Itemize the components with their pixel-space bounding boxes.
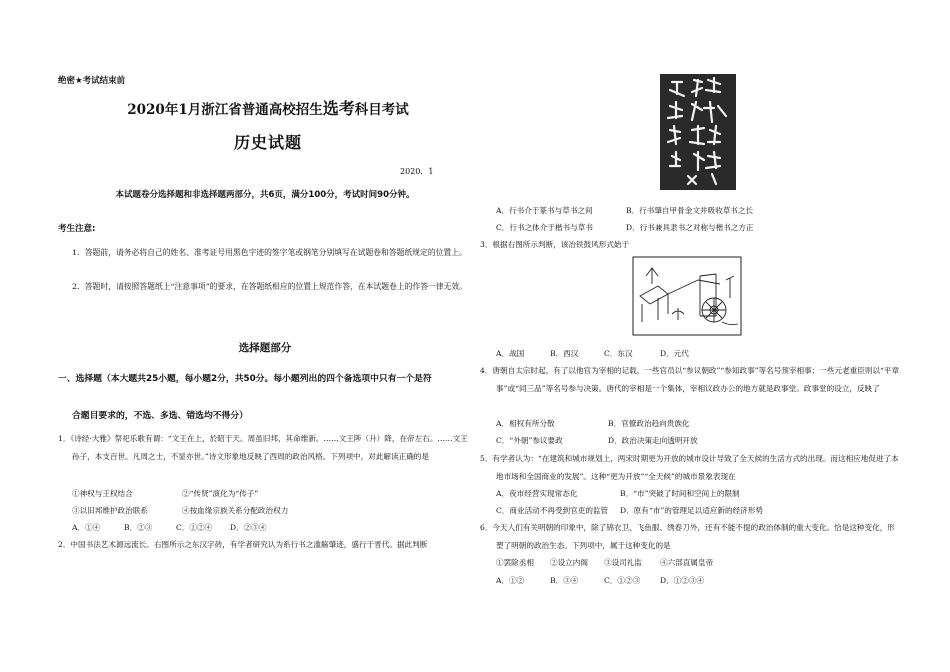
exam-date: 2020．1 (400, 167, 434, 176)
question-4-options-row1 (496, 415, 690, 433)
question-6-statement-3: ③设司礼监 (604, 558, 642, 567)
question-6-statement-4: ④六部直属皇帝 (660, 558, 714, 567)
question-3-option-b[interactable]: B．西汉 (550, 349, 579, 358)
exam-title-part2: 科目考试 (354, 102, 409, 118)
question-5 (480, 450, 900, 485)
question-1-text: 1．《诗经·大雅》祭祀乐歌有谓：“文王在上，於昭于天。周虽旧邦，其命维新。……文王陟（升）降，在帝左右。……文王孙子，本支百世。凡周之士，不显亦世。”诗文形象地反映了西周的政治风格。下列项中，对此解读正确的是 (58, 434, 468, 461)
question-6-text: 6．今天人们有关明朝的印象中，除了锦衣卫、飞鱼服、绣春刀外，还有不能不提的政治体制的重大变化。恰是这种变化，形塑了明朝的政治生态。下列项中，属于这种变化的是 (480, 523, 895, 550)
question-6-statement-1: ①罢除丞相 (496, 558, 534, 567)
question-1-options (72, 519, 266, 537)
question-2-option-a[interactable]: A．行书介于篆书与草书之间 (496, 206, 593, 215)
question-3-option-c[interactable]: C．东汉 (604, 349, 633, 358)
question-4-text: 4．唐朝自太宗时起，有了以他官为宰相的记载，一些官员以“参议朝政”“参知政事”等名号预宰相事；一些元老重臣则以“平章事”或“同三品”等名号参与决策。唐代的宰相是一个集体，宰相议政办公的地方就是政事堂。政事堂的设立，反映了 (480, 366, 900, 393)
question-3-text: 3．根据右图所示判断，该冶铁鼓风形式始于 (480, 240, 630, 249)
question-6-option-d[interactable]: D．①②③④ (660, 576, 705, 585)
question-2-option-d[interactable]: D．行书兼具隶书之对称与楷书之方正 (626, 223, 754, 232)
bellows-illustration (632, 256, 742, 336)
question-4 (480, 362, 900, 397)
question-4-option-d[interactable]: D．政治决策走向透明开放 (608, 436, 698, 445)
question-1-statement-1: ①神权与王权结合 (72, 489, 133, 498)
question-5-options-row1 (496, 485, 740, 503)
question-1 (58, 430, 472, 465)
question-1-statement-2: ②“传贤”演化为“传子” (182, 489, 259, 498)
question-6-options (496, 572, 704, 590)
subject-title: 历史试题 (233, 133, 302, 152)
question-1-option-d[interactable]: D．②③④ (230, 523, 267, 532)
question-5-option-c[interactable]: C．商业活动不再受到官吏的监管 (496, 506, 609, 515)
secret-label: 绝密★考试结束前 (58, 76, 126, 86)
notice-item-2: 2．答题时，请按照答题纸上“注意事项”的要求，在答题纸相应的位置上规范作答，在本试题卷上的作答一律无效。 (72, 282, 467, 291)
question-5-text: 5．有学者认为：“在建筑和城市规划上，两宋时期更为开放的城市设计导致了全天候的生活方式的出现。而这相应地促进了本地市场和全国商业的发展”。这种“更为开放”“全天候”的城市景象表现在 (480, 454, 899, 481)
question-1-option-a[interactable]: A．①④ (72, 523, 101, 532)
question-6-option-a[interactable]: A．①② (496, 576, 525, 585)
question-5-option-b[interactable]: B．“市”突破了时间和空间上的限制 (620, 489, 740, 498)
notice-title: 考生注意: (58, 224, 96, 234)
question-4-option-c[interactable]: C．“外朝”参议要政 (496, 436, 563, 445)
section-title: 选择题部分 (238, 342, 292, 354)
question-1-statement-4: ④按血缘宗族关系分配政治权力 (182, 506, 289, 515)
question-6-statement-2: ②设立内阁 (550, 558, 588, 567)
brick-inscription-image (658, 72, 738, 192)
question-3-option-d[interactable]: D．元代 (660, 349, 689, 358)
question-5-option-d[interactable]: D．原有“市”的管理足以适应新的经济形势 (620, 506, 763, 515)
question-2-options-row1 (496, 202, 753, 220)
question-1-option-c[interactable]: C．①②④ (176, 523, 213, 532)
question-2-option-c[interactable]: C．行书之体介于楷书与草书 (496, 223, 593, 232)
question-3-option-a[interactable]: A．战国 (496, 349, 525, 358)
question-2 (58, 536, 472, 554)
question-5-option-a[interactable]: A．夜市经营实现常态化 (496, 489, 578, 498)
question-4-option-a[interactable]: A．相权有所分散 (496, 419, 555, 428)
question-1-statement-3: ③以旧邦维护政治联系 (72, 506, 148, 515)
notice-item-1: 1．答题前，请务必将自己的姓名、准考证号用黑色字迹的签字笔或钢笔分别填写在试题卷和答题纸规定的位置上。 (72, 248, 467, 257)
exam-title (58, 96, 478, 119)
question-6-statements (496, 554, 713, 572)
question-2-options-row2 (496, 219, 754, 237)
intro-text: 本试题卷分选择题和非选择题两部分，共6页，满分100分，考试时间90分钟。 (115, 190, 415, 200)
question-6-option-c[interactable]: C．①②③ (604, 576, 641, 585)
question-4-option-b[interactable]: B．官僚政治趋向贵族化 (608, 419, 690, 428)
part-title-line1: 一、选择题（本大题共25小题，每小题2分，共50分。每小题列出的四个备选项中只有一个是符 (58, 374, 432, 384)
exam-title-part1: 2020年1月浙江省普通高校招生 (127, 102, 323, 118)
question-1-statements-row1 (72, 485, 258, 503)
question-6 (480, 519, 900, 554)
question-3 (480, 236, 900, 254)
exam-title-strong: 选考 (322, 99, 355, 118)
question-2-text: 2．中国书法艺术源远流长。右图所示之东汉字砖，有学者研究认为系行书之滥觞肇迹，盛行于晋代。据此判断 (58, 540, 428, 549)
part-title-line2: 合题目要求的，不选、多选、错选均不得分） (72, 411, 248, 421)
question-3-options (496, 345, 689, 363)
question-1-statements-row2 (72, 502, 288, 520)
question-6-option-b[interactable]: B．③④ (550, 576, 579, 585)
question-4-options-row2 (496, 432, 698, 450)
question-5-options-row2 (496, 502, 763, 520)
question-2-option-b[interactable]: B．行书肇自甲骨金文并吸收草书之长 (626, 206, 754, 215)
question-1-option-b[interactable]: B．②③ (124, 523, 153, 532)
